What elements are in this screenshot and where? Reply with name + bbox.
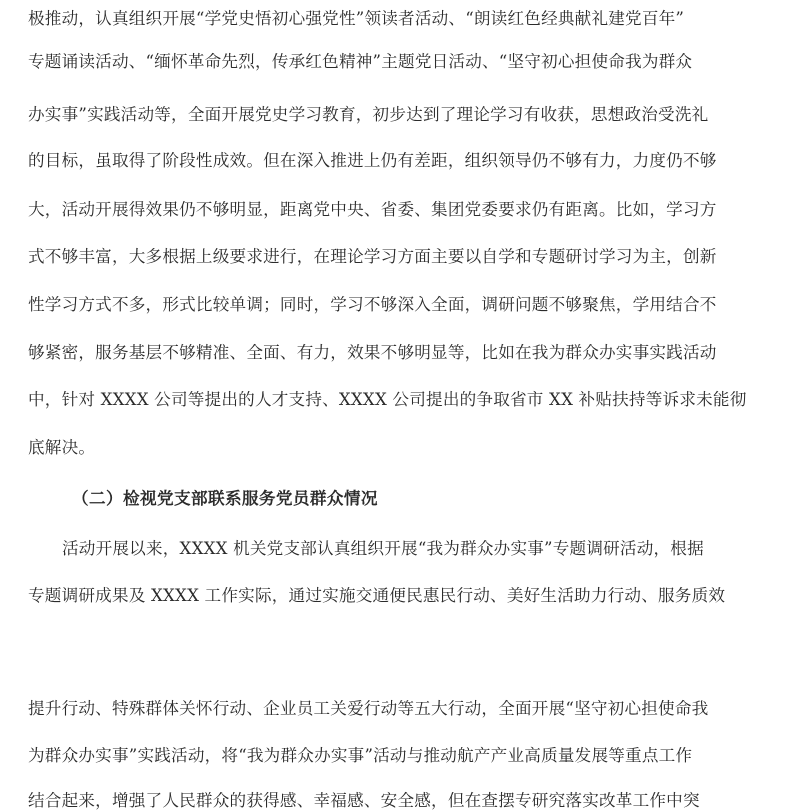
paragraph-line: 结合起来，增强了人民群众的获得感、幸福感、安全感，但在查摆专研究落实改革工作中突	[28, 791, 700, 810]
paragraph-line: 极推动，认真组织开展“学党史悟初心强党性”领读者活动、“朗读红色经典献礼建党百年”	[28, 9, 685, 28]
paragraph-line: 办实事”实践活动等，全面开展党史学习教育，初步达到了理论学习有收获，思想政治受洗礼	[28, 105, 709, 124]
paragraph-line: 底解决。	[28, 438, 96, 457]
paragraph-line: 性学习方式不多，形式比较单调；同时，学习不够深入全面，调研问题不够聚焦，学用结合不	[28, 295, 717, 314]
section-heading: （二）检视党支部联系服务党员群众情况	[72, 489, 378, 508]
paragraph-line: 式不够丰富，大多根据上级要求进行，在理论学习方面主要以自学和专题研讨学习为主，创新	[28, 247, 717, 266]
paragraph-line: 够紧密，服务基层不够精准、全面、有力，效果不够明显等，比如在我为群众办实事实践活动	[28, 343, 717, 362]
paragraph-line: 为群众办实事”实践活动，将“我为群众办实事”活动与推动航产产业高质量发展等重点工作	[28, 746, 693, 765]
paragraph-line: 专题调研成果及 XXXX 工作实际，通过实施交通便民惠民行动、美好生活助力行动、服务质效	[28, 586, 726, 605]
paragraph-line: 中，针对 XXXX 公司等提出的人才支持、XXXX 公司提出的争取省市 XX 补贴扶持等诉求未能彻	[28, 390, 747, 409]
paragraph-line: 大，活动开展得效果仍不够明显，距离党中央、省委、集团党委要求仍有距离。比如，学习方	[28, 200, 717, 219]
paragraph-line: 活动开展以来，XXXX 机关党支部认真组织开展“我为群众办实事”专题调研活动，根据	[62, 539, 704, 558]
paragraph-line: 的目标，虽取得了阶段性成效。但在深入推进上仍有差距，组织领导仍不够有力，力度仍不够	[28, 151, 717, 170]
paragraph-line: 专题诵读活动、“缅怀革命先烈，传承红色精神”主题党日活动、“坚守初心担使命我为群众	[28, 52, 693, 71]
paragraph-line: 提升行动、特殊群体关怀行动、企业员工关爱行动等五大行动，全面开展“坚守初心担使命我	[28, 699, 709, 718]
